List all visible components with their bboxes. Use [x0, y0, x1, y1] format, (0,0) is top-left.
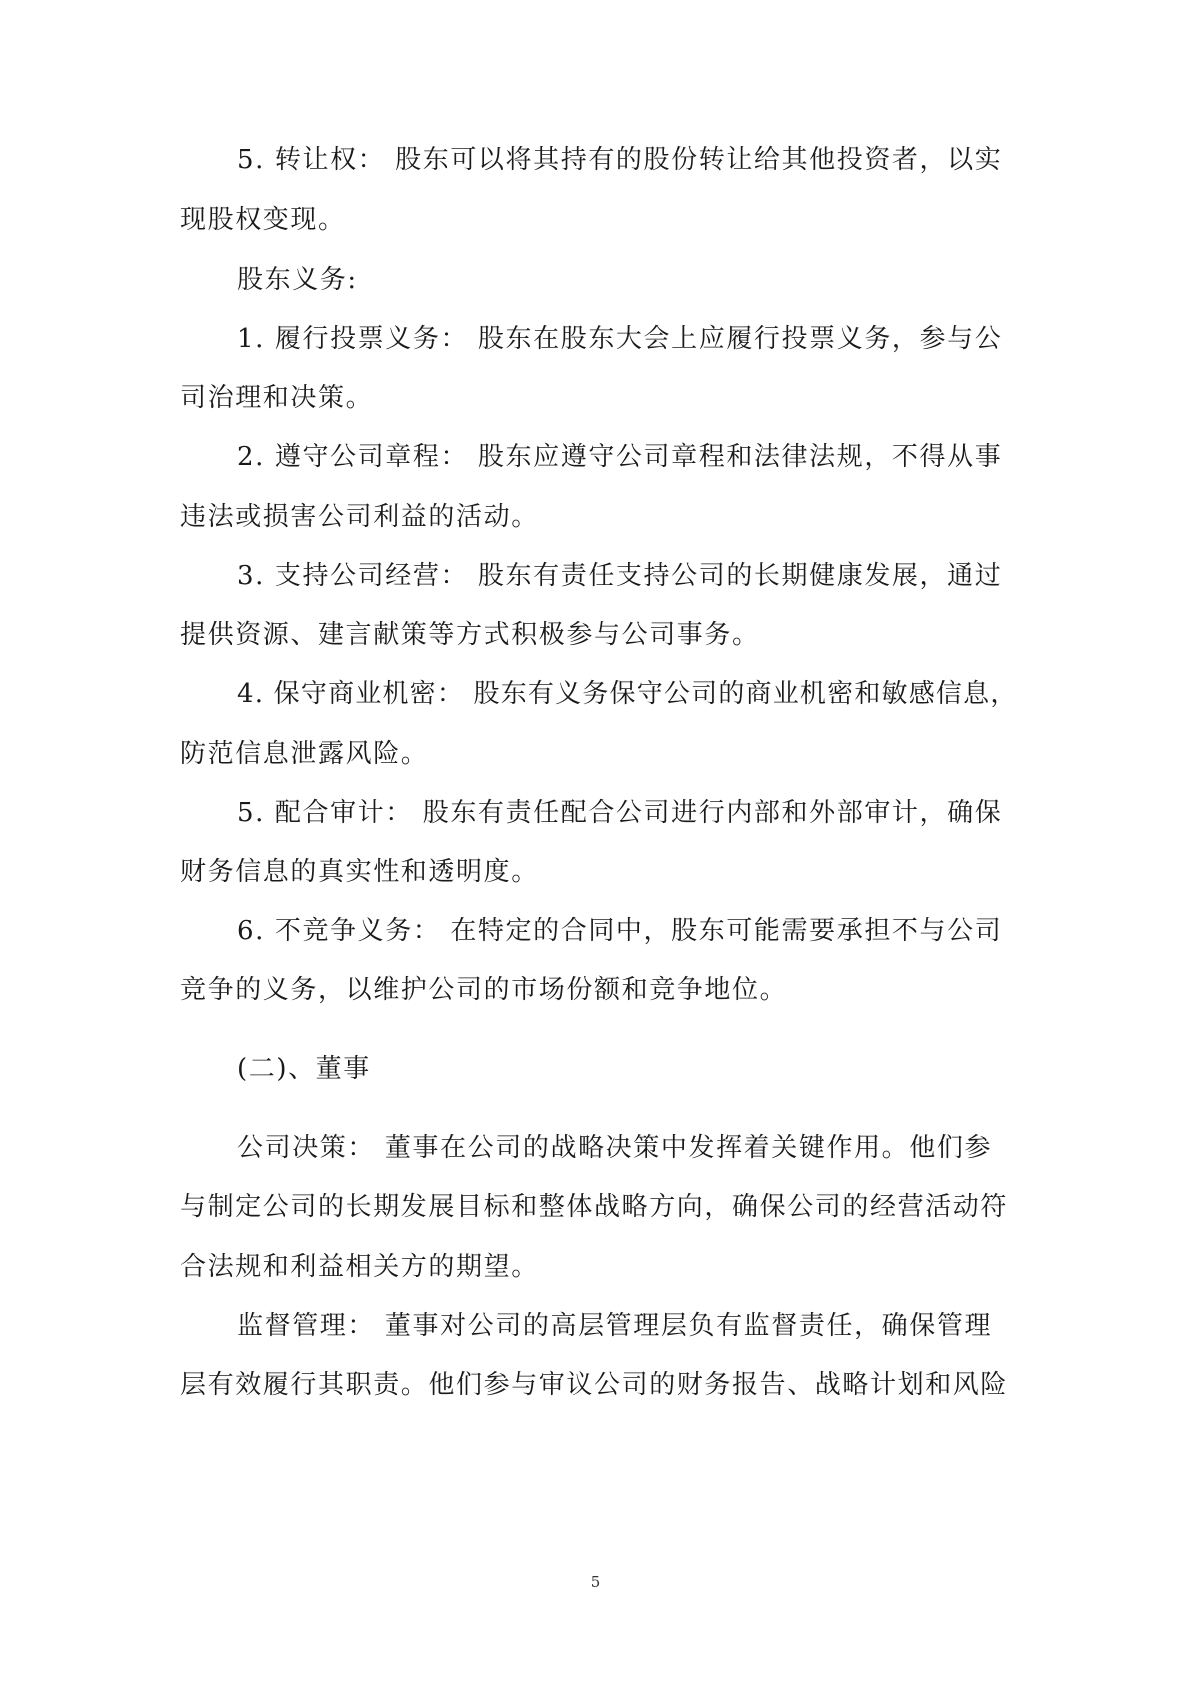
paragraph-line: 5. 转让权： 股东可以将其持有的股份转让给其他投资者，以实 [237, 145, 1003, 175]
paragraph-line: 5. 配合审计： 股东有责任配合公司进行内部和外部审计，确保 [237, 798, 1003, 828]
paragraph-line: 6. 不竞争义务： 在特定的合同中，股东可能需要承担不与公司 [237, 916, 1003, 946]
section-label: 股东义务: [237, 265, 358, 295]
paragraph-line: 防范信息泄露风险。 [180, 739, 429, 769]
paragraph-line: 监督管理： 董事对公司的高层管理层负有监督责任，确保管理 [237, 1311, 993, 1341]
paragraph-line: 与制定公司的长期发展目标和整体战略方向，确保公司的经营活动符 [180, 1192, 1009, 1222]
paragraph-line: 4. 保守商业机密： 股东有义务保守公司的商业机密和敏感信息， [237, 679, 1018, 709]
paragraph-line: 财务信息的真实性和透明度。 [180, 857, 539, 887]
paragraph-line: 现股权变现。 [180, 205, 346, 235]
paragraph-line: 公司决策： 董事在公司的战略决策中发挥着关键作用。他们参 [237, 1133, 993, 1163]
paragraph-line: 层有效履行其职责。他们参与审议公司的财务报告、战略计划和风险 [180, 1370, 1009, 1400]
page-number: 5 [590, 1573, 601, 1591]
paragraph-line: 违法或损害公司利益的活动。 [180, 502, 539, 532]
section-heading: (二)、董事 [237, 1054, 371, 1084]
paragraph-line: 1. 履行投票义务： 股东在股东大会上应履行投票义务，参与公 [237, 324, 1003, 354]
paragraph-line: 提供资源、建言献策等方式积极参与公司事务。 [180, 620, 760, 650]
paragraph-line: 3. 支持公司经营： 股东有责任支持公司的长期健康发展，通过 [237, 561, 1003, 591]
paragraph-line: 合法规和利益相关方的期望。 [180, 1252, 539, 1282]
paragraph-line: 2. 遵守公司章程： 股东应遵守公司章程和法律法规，不得从事 [237, 442, 1003, 472]
paragraph-line: 司治理和决策。 [180, 383, 374, 413]
paragraph-line: 竞争的义务，以维护公司的市场份额和竞争地位。 [180, 975, 788, 1005]
